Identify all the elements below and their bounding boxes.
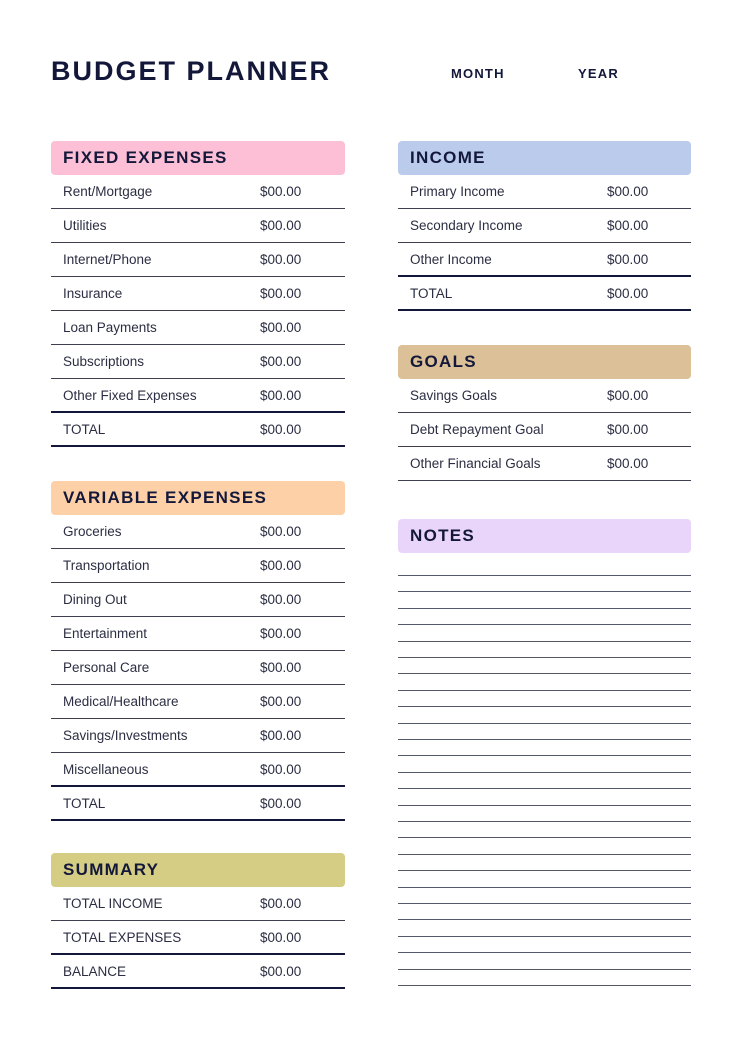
fixed-row-label: Utilities: [63, 218, 107, 233]
note-line[interactable]: [398, 755, 691, 756]
goals-row-amount[interactable]: $00.00: [607, 388, 649, 403]
variable-row-amount[interactable]: $00.00: [260, 761, 302, 777]
goals-row-label: Other Financial Goals: [410, 456, 541, 471]
goals-row-label: Savings Goals: [410, 388, 498, 403]
note-line[interactable]: [398, 591, 691, 592]
income-row-amount[interactable]: $00.00: [607, 184, 649, 199]
year-label: YEAR: [578, 66, 619, 81]
summary-section: [51, 853, 345, 989]
variable-row-label: Entertainment: [63, 626, 148, 641]
variable-row-amount[interactable]: $00.00: [260, 728, 302, 743]
note-line[interactable]: [398, 903, 691, 904]
variable-row-amount[interactable]: $00.00: [260, 694, 302, 709]
summary-row-label: TOTAL EXPENSES: [63, 929, 182, 945]
note-line[interactable]: [398, 854, 691, 855]
fixed-row-amount[interactable]: $00.00: [260, 184, 302, 199]
note-line[interactable]: [398, 657, 691, 658]
fixed-row-label: Insurance: [63, 286, 123, 301]
note-line[interactable]: [398, 952, 691, 953]
note-line[interactable]: [398, 837, 691, 838]
fixed-row-label: Loan Payments: [63, 320, 157, 335]
summary-row-amount[interactable]: $00.00: [260, 896, 302, 911]
income-section: [398, 141, 691, 311]
month-label: MONTH: [451, 66, 505, 81]
income-total-amount[interactable]: $00.00: [607, 285, 649, 301]
variable-row-amount[interactable]: $00.00: [260, 626, 302, 641]
note-line[interactable]: [398, 608, 691, 609]
fixed-row-amount[interactable]: $00.00: [260, 218, 302, 233]
goals-header: GOALS: [398, 345, 691, 379]
summary-header: SUMMARY: [51, 853, 345, 887]
goals-row-amount[interactable]: $00.00: [607, 456, 649, 471]
fixed-row-label: Rent/Mortgage: [63, 184, 153, 199]
balance-amount[interactable]: $00.00: [260, 963, 302, 979]
notes-section: [398, 519, 691, 553]
income-header: INCOME: [398, 141, 691, 175]
fixed-row-label: Other Fixed Expenses: [63, 387, 197, 403]
note-line[interactable]: [398, 624, 691, 625]
fixed-row-amount[interactable]: $00.00: [260, 387, 302, 403]
fixed-total-amount[interactable]: $00.00: [260, 421, 302, 437]
variable-expenses-header: VARIABLE EXPENSES: [51, 481, 345, 515]
goals-row-amount[interactable]: $00.00: [607, 422, 649, 437]
variable-total-label: TOTAL: [63, 795, 106, 811]
variable-row-label: Miscellaneous: [63, 761, 149, 777]
fixed-row-amount[interactable]: $00.00: [260, 252, 302, 267]
income-row-amount[interactable]: $00.00: [607, 218, 649, 233]
fixed-total-label: TOTAL: [63, 421, 106, 437]
fixed-row-amount[interactable]: $00.00: [260, 286, 302, 301]
note-line[interactable]: [398, 641, 691, 642]
note-line[interactable]: [398, 887, 691, 888]
note-line[interactable]: [398, 772, 691, 773]
fixed-row-label: Subscriptions: [63, 354, 145, 369]
fixed-row-label: Internet/Phone: [63, 252, 152, 267]
note-line[interactable]: [398, 805, 691, 806]
note-line[interactable]: [398, 706, 691, 707]
note-line[interactable]: [398, 821, 691, 822]
income-row-label: Primary Income: [410, 184, 505, 199]
income-total-label: TOTAL: [410, 285, 453, 301]
note-line[interactable]: [398, 788, 691, 789]
fixed-row-amount[interactable]: $00.00: [260, 320, 302, 335]
variable-row-label: Transportation: [63, 558, 150, 573]
page-title: BUDGET PLANNER: [51, 56, 332, 86]
note-line[interactable]: [398, 870, 691, 871]
note-line[interactable]: [398, 690, 691, 691]
income-row-label: Secondary Income: [410, 218, 523, 233]
variable-row-amount[interactable]: $00.00: [260, 660, 302, 675]
variable-expenses-section: [51, 481, 345, 821]
variable-row-amount[interactable]: $00.00: [260, 592, 302, 607]
fixed-row-amount[interactable]: $00.00: [260, 354, 302, 369]
note-line[interactable]: [398, 969, 691, 970]
note-line[interactable]: [398, 673, 691, 674]
note-line[interactable]: [398, 936, 691, 937]
variable-row-label: Dining Out: [63, 592, 127, 607]
note-line[interactable]: [398, 919, 691, 920]
goals-section: [398, 345, 691, 481]
fixed-expenses-header: FIXED EXPENSES: [51, 141, 345, 175]
summary-row-amount[interactable]: $00.00: [260, 929, 302, 945]
variable-row-label: Savings/Investments: [63, 728, 188, 743]
fixed-expenses-section: [51, 141, 345, 447]
notes-header: NOTES: [398, 519, 691, 553]
note-line[interactable]: [398, 739, 691, 740]
note-line[interactable]: [398, 723, 691, 724]
variable-row-label: Personal Care: [63, 660, 150, 675]
summary-row-label: TOTAL INCOME: [63, 896, 163, 911]
variable-row-label: Medical/Healthcare: [63, 694, 179, 709]
note-line[interactable]: [398, 985, 691, 986]
income-row-amount[interactable]: $00.00: [607, 251, 649, 267]
notes-lines[interactable]: [398, 575, 691, 990]
note-line[interactable]: [398, 575, 691, 576]
balance-label: BALANCE: [63, 963, 127, 979]
variable-row-label: Groceries: [63, 524, 122, 539]
variable-row-amount[interactable]: $00.00: [260, 558, 302, 573]
variable-row-amount[interactable]: $00.00: [260, 524, 302, 539]
variable-total-amount[interactable]: $00.00: [260, 795, 302, 811]
income-row-label: Other Income: [410, 251, 492, 267]
goals-row-label: Debt Repayment Goal: [410, 422, 544, 437]
